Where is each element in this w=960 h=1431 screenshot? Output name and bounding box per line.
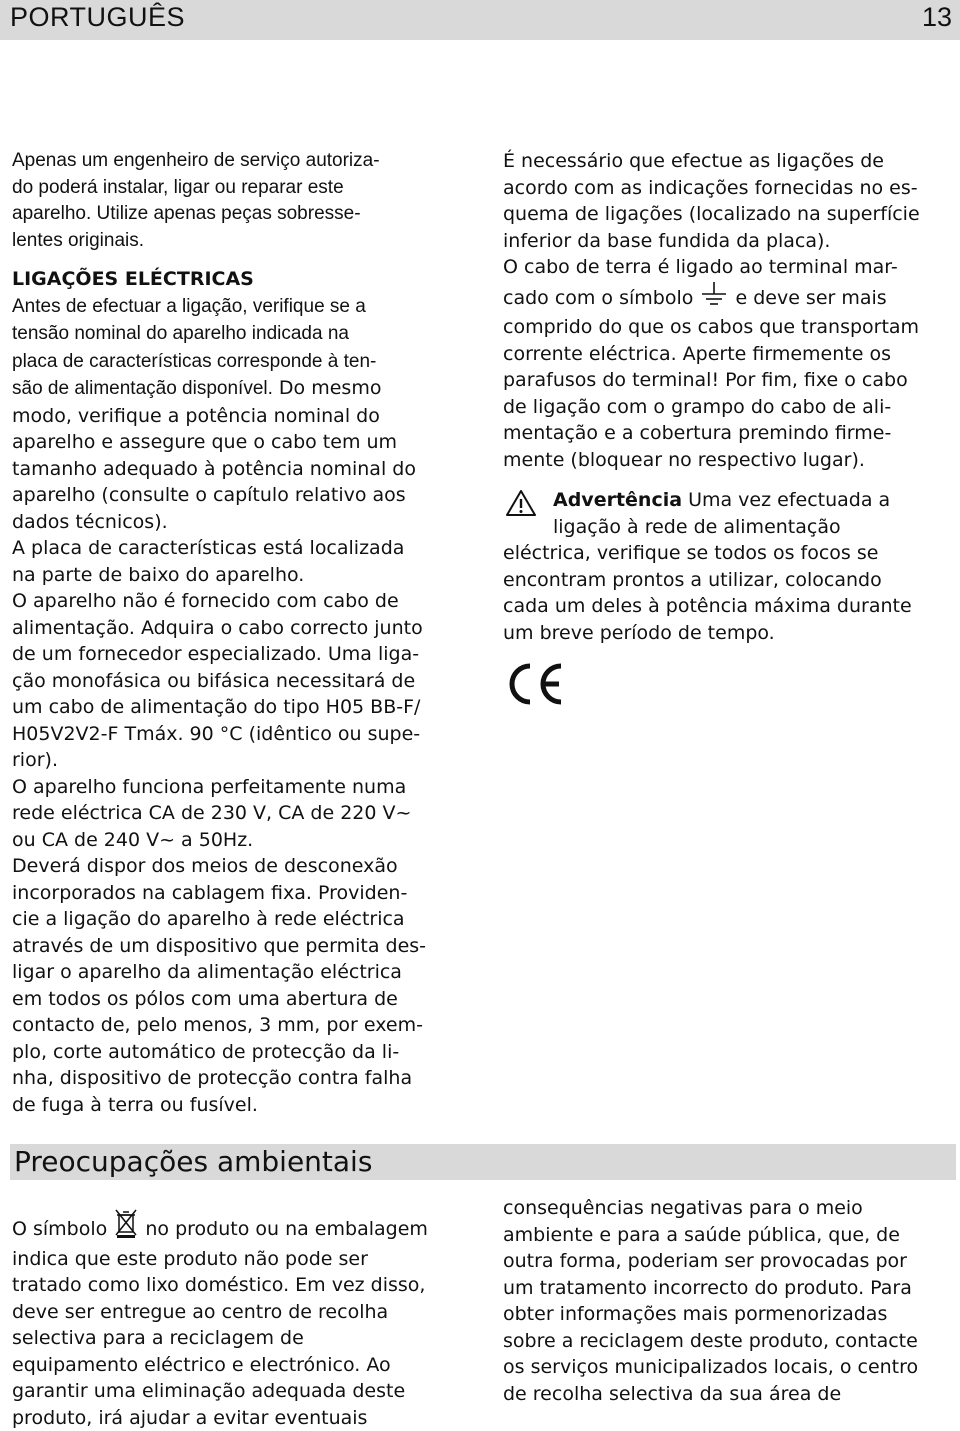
environment-title: Preocupações ambientais	[14, 1145, 373, 1178]
page-header	[0, 0, 960, 40]
ce-mark-icon	[503, 660, 565, 708]
voltage-paragraph: Antes de efectuar a ligação, verifique se a tensão nominal do aparelho indicada na placa de características corresponde à ten- são de alimentação disponível. Do mesmo modo, verifique a potência nominal do aparelho e assegure que o cabo tem um tamanho adequado à potência nominal do aparelho (consulte o capítulo relativo aos dados técnicos).	[12, 295, 416, 533]
earth-paragraph: O cabo de terra é ligado ao terminal mar- cado com o símbolo e deve ser mais comprido do que os cabos que transportam corrente eléctrica. Aperte firmemente os parafusos do terminal! Por fim, fixe o cabo de ligação com o grampo do cabo de ali- mentação e a cobertura premindo firme- mente (bloquear no respectivo lugar).	[503, 256, 920, 471]
intro-paragraph: Apenas um engenheiro de serviço autoriza- do poderá instalar, ligar ou reparar este aparelho. Utilize apenas peças sobresse- lentes originais.	[12, 150, 380, 251]
warning-paragraph: Advertência Uma vez efectuada a ligação à rede de alimentação	[503, 487, 958, 540]
left-column	[12, 148, 467, 1118]
environment-left-column	[12, 1208, 472, 1431]
page-number: 13	[921, 2, 952, 32]
mains-paragraph: O aparelho funciona perfeitamente numa rede eléctrica CA de 230 V, CA de 220 V~ ou CA de 240 V~ a 50Hz.	[12, 775, 412, 851]
environment-right-paragraph: consequências negativas para o meio ambiente e para a saúde pública, que, de outra forma, poderiam ser provocadas por um tratamento incorrecto do produto. Para obter informações mais pormenorizadas sobre a reciclagem deste produto, contacte os serviços municipalizados locais, o centro de recolha selectiva da sua área de	[503, 1197, 919, 1405]
warning-title: Advertência	[553, 489, 683, 511]
right-column	[503, 148, 958, 646]
disconnection-paragraph: Deverá dispor dos meios de desconexão incorporados na cablagem fixa. Providen- cie a ligação do aparelho à rede eléctrica através de um dispositivo que permita des- ligar o aparelho da alimentação eléctrica em todos os pólos com uma abertura de contacto de, pelo menos, 3 mm, por exem- plo, corte automático de protecção da li- nha, dispositivo de protecção contra falha de fuga à terra ou fusível.	[12, 855, 427, 1116]
wiring-paragraph: É necessário que efectue as ligações de acordo com as indicações fornecidas no es- quema de ligações (localizado na superfície inferior da base fundida da placa).	[503, 150, 920, 252]
environment-section-bar	[10, 1144, 956, 1180]
earth-ground-icon	[699, 281, 729, 315]
rating-plate-paragraph: A placa de características está localizada na parte de baixo do aparelho.	[12, 537, 405, 586]
section-heading-electrical: LIGAÇÕES ELÉCTRICAS	[12, 268, 254, 290]
warning-triangle-icon	[505, 489, 537, 517]
cable-paragraph: O aparelho não é fornecido com cabo de alimentação. Adquira o cabo correcto junto de um fornecedor especializado. Uma liga- ção monofásica ou bifásica necessitará de um cabo de alimentação do tipo H05 BB-F/ H05V2V2-F Tmáx. 90 °C (idêntico ou supe- rior).	[12, 590, 423, 771]
language-title: PORTUGUÊS	[10, 2, 186, 32]
crossed-bin-icon	[113, 1208, 139, 1246]
warning-continuation: eléctrica, verifique se todos os focos se encontram prontos a utilizar, colocando cada um deles à potência máxima durante um breve período de tempo.	[503, 542, 912, 644]
environment-left-paragraph: O símbolo no produto ou na embalagem indica que este produto não pode ser tratado como lixo doméstico. Em vez disso, deve ser entregue ao centro de recolha selectiva para a reciclagem de equipamento eléctrico e electrónico. Ao garantir uma eliminação adequada deste produto, irá ajudar a evitar eventuais	[12, 1208, 472, 1431]
environment-right-column	[503, 1195, 958, 1407]
